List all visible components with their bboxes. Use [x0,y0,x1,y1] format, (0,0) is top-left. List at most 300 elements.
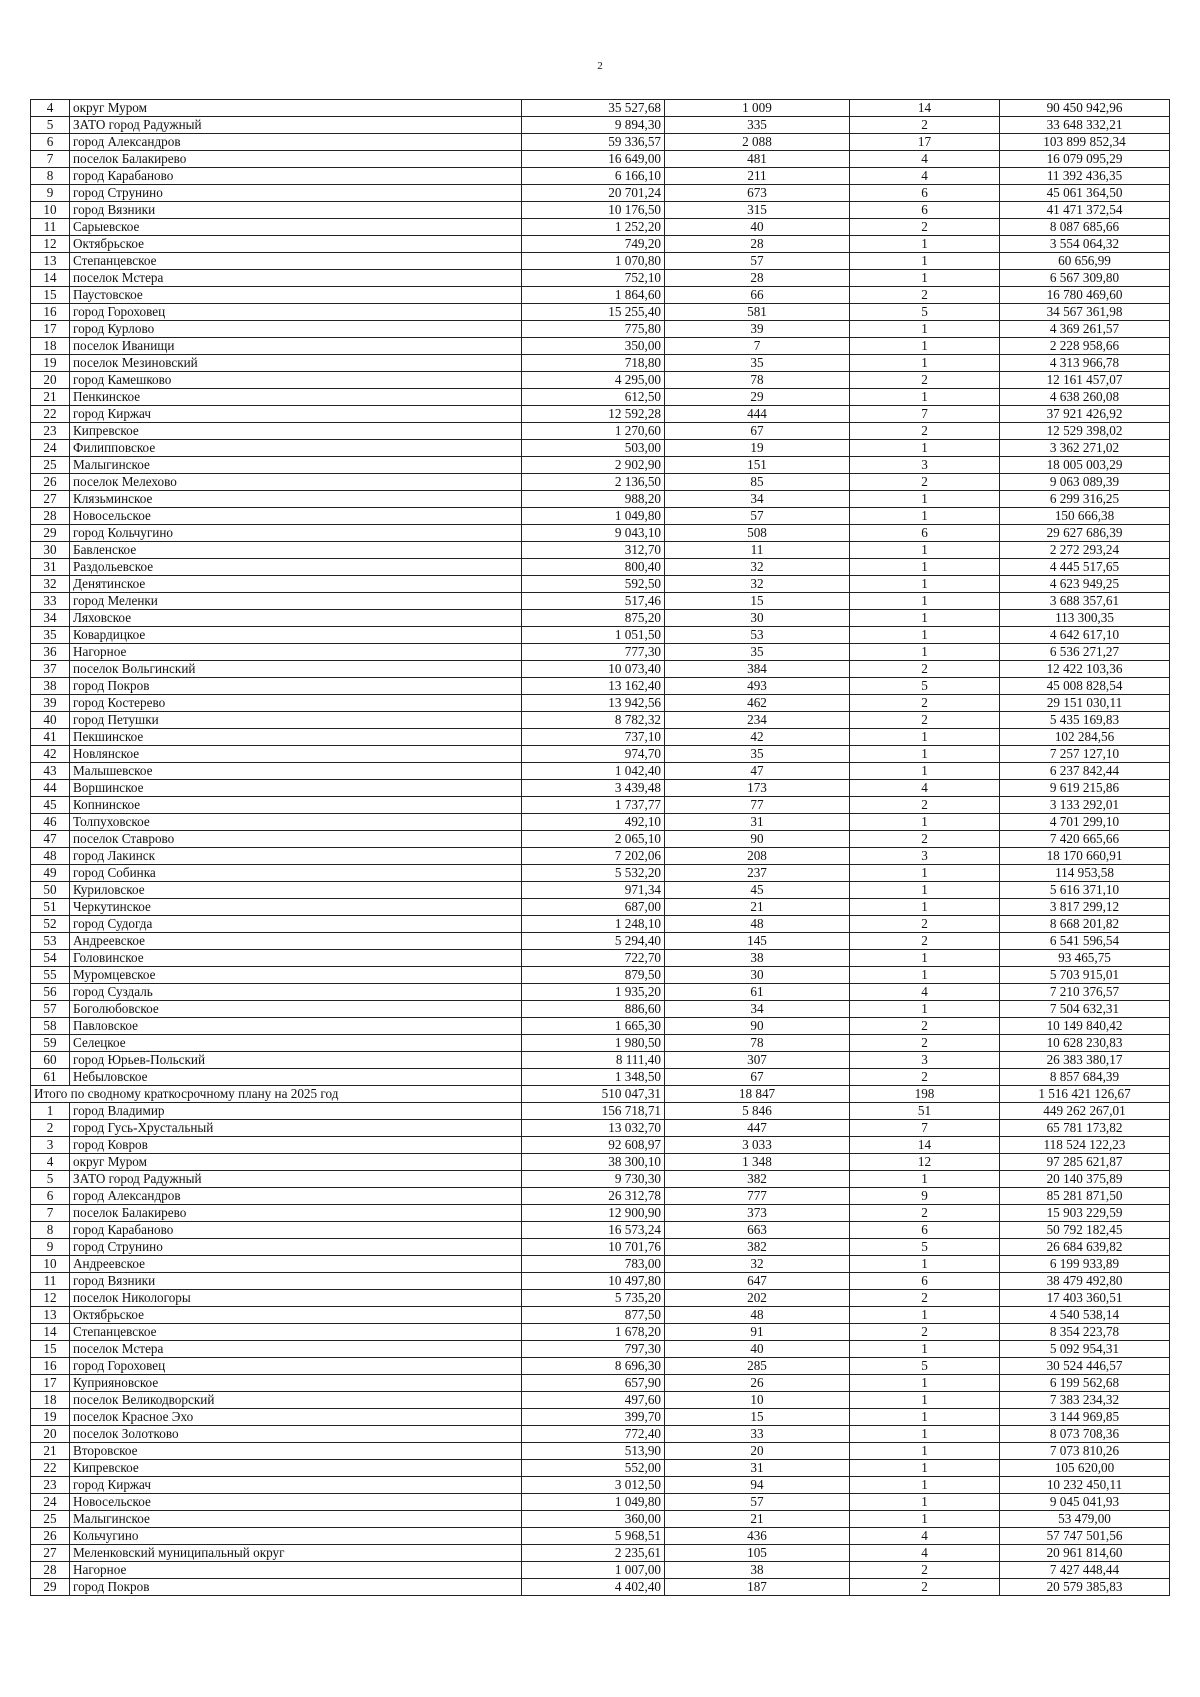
count-cell: 91 [665,1324,850,1341]
municipality-name: Воршинское [70,780,522,797]
municipality-name: Куриловское [70,882,522,899]
table-row [31,1562,1170,1579]
sum-cell: 8 857 684,39 [1000,1069,1170,1086]
sum-cell: 20 961 814,60 [1000,1545,1170,1562]
area-cell: 399,70 [522,1409,665,1426]
row-number: 26 [31,1528,70,1545]
table-row [31,1171,1170,1188]
count-cell: 32 [665,576,850,593]
municipality-name: город Меленки [70,593,522,610]
sum-cell: 5 435 169,83 [1000,712,1170,729]
area-cell: 13 942,56 [522,695,665,712]
count-cell: 5 846 [665,1103,850,1120]
houses-cell: 2 [850,372,1000,389]
sum-cell: 3 817 299,12 [1000,899,1170,916]
houses-cell: 1 [850,882,1000,899]
count-cell: 32 [665,559,850,576]
count-cell: 40 [665,219,850,236]
count-cell: 21 [665,1511,850,1528]
table-row [31,865,1170,882]
table-row [31,406,1170,423]
area-cell: 718,80 [522,355,665,372]
sum-cell: 53 479,00 [1000,1511,1170,1528]
sum-cell: 17 403 360,51 [1000,1290,1170,1307]
row-number: 7 [31,151,70,168]
table-row [31,950,1170,967]
sum-cell: 45 061 364,50 [1000,185,1170,202]
row-number: 39 [31,695,70,712]
count-cell: 53 [665,627,850,644]
municipality-name: Кипревское [70,423,522,440]
table-row [31,899,1170,916]
row-number: 31 [31,559,70,576]
table-row [31,593,1170,610]
houses-cell: 1 [850,950,1000,967]
count-cell: 61 [665,984,850,1001]
municipality-name: город Лакинск [70,848,522,865]
area-cell: 988,20 [522,491,665,508]
sum-cell: 60 656,99 [1000,253,1170,270]
table-row [31,780,1170,797]
count-cell: 38 [665,950,850,967]
row-number: 26 [31,474,70,491]
municipality-name: город Собинка [70,865,522,882]
row-number: 25 [31,457,70,474]
area-cell: 513,90 [522,1443,665,1460]
sum-cell: 6 567 309,80 [1000,270,1170,287]
municipality-name: город Костерево [70,695,522,712]
table-row [31,287,1170,304]
count-cell: 32 [665,1256,850,1273]
sum-cell: 12 161 457,07 [1000,372,1170,389]
table-row [31,1018,1170,1035]
row-number: 25 [31,1511,70,1528]
row-number: 6 [31,134,70,151]
table-row [31,355,1170,372]
row-number: 52 [31,916,70,933]
municipality-name: поселок Мелехово [70,474,522,491]
houses-cell: 1 [850,1477,1000,1494]
sum-cell: 18 170 660,91 [1000,848,1170,865]
houses-cell: 2 [850,219,1000,236]
table-row [31,1154,1170,1171]
table-row [31,882,1170,899]
row-number: 4 [31,100,70,117]
table-row [31,1052,1170,1069]
houses-cell: 1 [850,1171,1000,1188]
houses-cell: 1 [850,1409,1000,1426]
sum-cell: 7 257 127,10 [1000,746,1170,763]
sum-cell: 4 638 260,08 [1000,389,1170,406]
municipality-name: Клязьминское [70,491,522,508]
sum-cell: 7 427 448,44 [1000,1562,1170,1579]
municipality-name: город Ковров [70,1137,522,1154]
municipality-name: Селецкое [70,1035,522,1052]
sum-cell: 4 369 261,57 [1000,321,1170,338]
houses-cell: 1 [850,1392,1000,1409]
count-cell: 42 [665,729,850,746]
area-cell: 886,60 [522,1001,665,1018]
count-cell: 26 [665,1375,850,1392]
table-row [31,372,1170,389]
houses-cell: 7 [850,1120,1000,1137]
houses-cell: 4 [850,780,1000,797]
municipality-name: поселок Балакирево [70,1205,522,1222]
municipality-name: Степанцевское [70,1324,522,1341]
table-row [31,168,1170,185]
municipality-name: город Петушки [70,712,522,729]
area-cell: 20 701,24 [522,185,665,202]
table-row [31,763,1170,780]
table-row [31,1137,1170,1154]
municipality-name: поселок Никологоры [70,1290,522,1307]
sum-cell: 6 541 596,54 [1000,933,1170,950]
table-row [31,134,1170,151]
sum-cell: 7 383 234,32 [1000,1392,1170,1409]
area-cell: 497,60 [522,1392,665,1409]
sum-cell: 8 668 201,82 [1000,916,1170,933]
table-row [31,797,1170,814]
sum-cell: 65 781 173,82 [1000,1120,1170,1137]
municipality-name: Сарыевское [70,219,522,236]
row-number: 17 [31,321,70,338]
row-number: 5 [31,1171,70,1188]
municipality-name: Новосельское [70,1494,522,1511]
count-cell: 444 [665,406,850,423]
municipality-name: Кольчугино [70,1528,522,1545]
area-cell: 2 235,61 [522,1545,665,1562]
count-cell: 15 [665,593,850,610]
houses-cell: 2 [850,661,1000,678]
table-row [31,338,1170,355]
table-row [31,712,1170,729]
area-cell: 687,00 [522,899,665,916]
table-row [31,1494,1170,1511]
count-cell: 31 [665,1460,850,1477]
row-number: 3 [31,1137,70,1154]
municipality-name: Муромцевское [70,967,522,984]
houses-cell: 4 [850,151,1000,168]
houses-cell: 2 [850,117,1000,134]
municipality-name: Головинское [70,950,522,967]
municipality-name: Пенкинское [70,389,522,406]
houses-cell: 5 [850,1239,1000,1256]
row-number: 44 [31,780,70,797]
table-row [31,1375,1170,1392]
row-number: 59 [31,1035,70,1052]
sum-cell: 8 087 685,66 [1000,219,1170,236]
count-cell: 173 [665,780,850,797]
table-row [31,1528,1170,1545]
count-cell: 57 [665,508,850,525]
sum-cell: 93 465,75 [1000,950,1170,967]
row-number: 20 [31,1426,70,1443]
row-number: 48 [31,848,70,865]
table-row [31,525,1170,542]
sum-cell: 34 567 361,98 [1000,304,1170,321]
sum-cell: 45 008 828,54 [1000,678,1170,695]
sum-cell: 15 903 229,59 [1000,1205,1170,1222]
count-cell: 1 348 [665,1154,850,1171]
municipality-name: Бавленское [70,542,522,559]
table-row [31,236,1170,253]
sum-cell: 38 479 492,80 [1000,1273,1170,1290]
houses-cell: 1 [850,576,1000,593]
count-cell: 647 [665,1273,850,1290]
area-cell: 879,50 [522,967,665,984]
municipality-name: Куприяновское [70,1375,522,1392]
sum-cell: 3 362 271,02 [1000,440,1170,457]
houses-cell: 2 [850,1069,1000,1086]
row-number: 22 [31,406,70,423]
area-cell: 1 007,00 [522,1562,665,1579]
area-cell: 2 065,10 [522,831,665,848]
area-cell: 2 902,90 [522,457,665,474]
houses-cell: 9 [850,1188,1000,1205]
count-cell: 85 [665,474,850,491]
table-row [31,933,1170,950]
count-cell: 493 [665,678,850,695]
table-row [31,984,1170,1001]
table-row [31,1358,1170,1375]
municipality-name: поселок Великодворский [70,1392,522,1409]
table-row [31,1426,1170,1443]
municipality-name: Нагорное [70,644,522,661]
table-row [31,1477,1170,1494]
row-number: 6 [31,1188,70,1205]
area-cell: 657,90 [522,1375,665,1392]
table-row [31,440,1170,457]
row-number: 27 [31,491,70,508]
row-number: 12 [31,1290,70,1307]
area-cell: 9 730,30 [522,1171,665,1188]
table-row [31,474,1170,491]
count-cell: 663 [665,1222,850,1239]
area-cell: 8 111,40 [522,1052,665,1069]
row-number: 22 [31,1460,70,1477]
sum-cell: 4 540 538,14 [1000,1307,1170,1324]
area-cell: 737,10 [522,729,665,746]
table-row [31,967,1170,984]
houses-cell: 1 [850,763,1000,780]
row-number: 30 [31,542,70,559]
count-cell: 57 [665,253,850,270]
area-cell: 592,50 [522,576,665,593]
municipality-name: Ковардицкое [70,627,522,644]
row-number: 32 [31,576,70,593]
area-cell: 10 701,76 [522,1239,665,1256]
count-cell: 29 [665,389,850,406]
municipality-name: Паустовское [70,287,522,304]
table-row [31,848,1170,865]
row-number: 9 [31,185,70,202]
row-number: 36 [31,644,70,661]
count-cell: 35 [665,644,850,661]
sum-cell: 102 284,56 [1000,729,1170,746]
houses-cell: 1 [850,321,1000,338]
count-cell: 335 [665,117,850,134]
municipality-name: город Гороховец [70,304,522,321]
row-number: 11 [31,219,70,236]
houses-cell: 2 [850,695,1000,712]
houses-cell: 1 [850,899,1000,916]
row-number: 55 [31,967,70,984]
count-cell: 187 [665,1579,850,1596]
table-row [31,576,1170,593]
row-number: 38 [31,678,70,695]
houses-cell: 2 [850,1205,1000,1222]
area-cell: 1 348,50 [522,1069,665,1086]
houses-cell: 1 [850,1460,1000,1477]
count-cell: 234 [665,712,850,729]
table-row [31,185,1170,202]
sum-cell: 7 420 665,66 [1000,831,1170,848]
area-cell: 974,70 [522,746,665,763]
sum-cell: 12 529 398,02 [1000,423,1170,440]
houses-cell: 1 [850,559,1000,576]
count-cell: 19 [665,440,850,457]
houses-cell: 1 [850,338,1000,355]
municipality-name: Андреевское [70,1256,522,1273]
table-row [31,1409,1170,1426]
municipality-name: ЗАТО город Радужный [70,117,522,134]
municipality-name: Малыгинское [70,1511,522,1528]
houses-cell: 3 [850,1052,1000,1069]
municipality-name: город Карабаново [70,168,522,185]
houses-cell: 1 [850,253,1000,270]
table-row [31,491,1170,508]
area-cell: 5 735,20 [522,1290,665,1307]
count-cell: 307 [665,1052,850,1069]
row-number: 8 [31,168,70,185]
table-row [31,1273,1170,1290]
sum-cell: 57 747 501,56 [1000,1528,1170,1545]
row-number: 18 [31,1392,70,1409]
count-cell: 3 033 [665,1137,850,1154]
table-row [31,542,1170,559]
sum-cell: 150 666,38 [1000,508,1170,525]
sum-cell: 10 232 450,11 [1000,1477,1170,1494]
houses-cell: 2 [850,1290,1000,1307]
municipality-name: Денятинское [70,576,522,593]
area-cell: 360,00 [522,1511,665,1528]
municipality-name: поселок Балакирево [70,151,522,168]
table-row [31,559,1170,576]
municipality-name: Черкутинское [70,899,522,916]
count-cell: 78 [665,1035,850,1052]
sum-cell: 18 005 003,29 [1000,457,1170,474]
count-cell: 777 [665,1188,850,1205]
count-cell: 28 [665,270,850,287]
table-row [31,151,1170,168]
area-cell: 15 255,40 [522,304,665,321]
area-cell: 877,50 [522,1307,665,1324]
table-row [31,270,1170,287]
municipality-name: округ Муром [70,100,522,117]
table-row [31,695,1170,712]
sum-cell: 9 045 041,93 [1000,1494,1170,1511]
houses-cell: 3 [850,457,1000,474]
row-number: 12 [31,236,70,253]
area-cell: 6 166,10 [522,168,665,185]
sum-cell: 90 450 942,96 [1000,100,1170,117]
table-row [31,916,1170,933]
houses-cell: 1 [850,610,1000,627]
count-cell: 40 [665,1341,850,1358]
table-row [31,1392,1170,1409]
count-cell: 384 [665,661,850,678]
sum-cell: 12 422 103,36 [1000,661,1170,678]
row-number: 18 [31,338,70,355]
area-cell: 9 894,30 [522,117,665,134]
houses-cell: 2 [850,712,1000,729]
row-number: 19 [31,1409,70,1426]
area-cell: 8 696,30 [522,1358,665,1375]
row-number: 53 [31,933,70,950]
sum-cell: 5 616 371,10 [1000,882,1170,899]
sum-cell: 3 133 292,01 [1000,797,1170,814]
table-row [31,1341,1170,1358]
area-cell: 10 176,50 [522,202,665,219]
table-row [31,729,1170,746]
houses-cell: 6 [850,202,1000,219]
municipality-name: Ляховское [70,610,522,627]
table-row [31,1035,1170,1052]
row-number: 41 [31,729,70,746]
sum-cell: 3 554 064,32 [1000,236,1170,253]
houses-cell: 1 [850,1494,1000,1511]
table-row [31,644,1170,661]
area-cell: 800,40 [522,559,665,576]
houses-cell: 2 [850,1035,1000,1052]
sum-cell: 9 619 215,86 [1000,780,1170,797]
row-number: 50 [31,882,70,899]
municipality-name: Боголюбовское [70,1001,522,1018]
houses-cell: 1 [850,1375,1000,1392]
count-cell: 7 [665,338,850,355]
count-cell: 373 [665,1205,850,1222]
area-cell: 92 608,97 [522,1137,665,1154]
sum-cell: 29 151 030,11 [1000,695,1170,712]
count-cell: 15 [665,1409,850,1426]
municipality-name: поселок Вольгинский [70,661,522,678]
count-cell: 47 [665,763,850,780]
area-cell: 1 252,20 [522,219,665,236]
row-number: 33 [31,593,70,610]
sum-cell: 103 899 852,34 [1000,134,1170,151]
houses-cell: 1 [850,746,1000,763]
houses-cell: 1 [850,1256,1000,1273]
area-cell: 38 300,10 [522,1154,665,1171]
row-number: 34 [31,610,70,627]
row-number: 43 [31,763,70,780]
count-cell: 382 [665,1171,850,1188]
count-cell: 447 [665,1120,850,1137]
municipality-name: Небыловское [70,1069,522,1086]
count-cell: 34 [665,1001,850,1018]
area-cell: 503,00 [522,440,665,457]
sum-cell: 113 300,35 [1000,610,1170,627]
total-area: 510 047,31 [522,1086,665,1103]
sum-cell: 118 524 122,23 [1000,1137,1170,1154]
area-cell: 777,30 [522,644,665,661]
houses-cell: 12 [850,1154,1000,1171]
area-cell: 552,00 [522,1460,665,1477]
table-row [31,304,1170,321]
area-cell: 752,10 [522,270,665,287]
houses-cell: 1 [850,729,1000,746]
row-number: 23 [31,1477,70,1494]
